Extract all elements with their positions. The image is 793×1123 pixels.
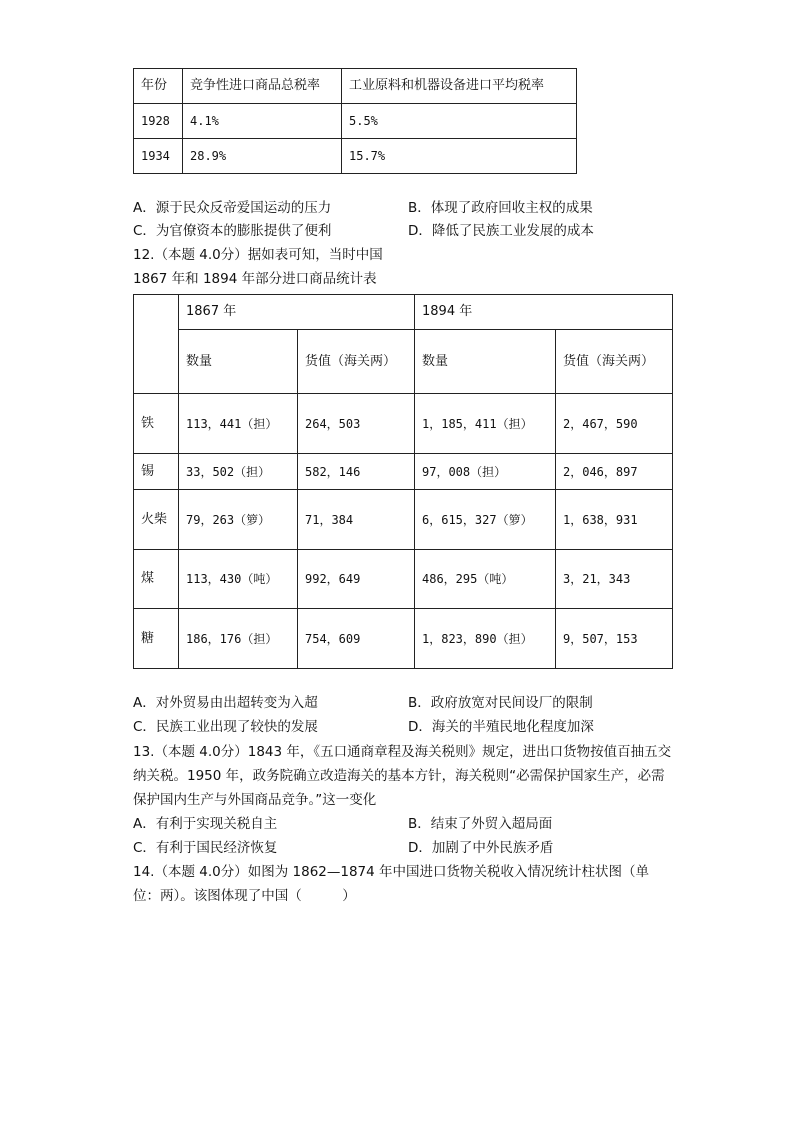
cell: 15.7% (342, 139, 577, 174)
cell: 1，185，411（担） (415, 394, 556, 454)
cell: 28.9% (183, 139, 342, 174)
table-row (134, 550, 673, 609)
header-cell: 年份 (134, 69, 183, 104)
header-cell: 竞争性进口商品总税率 (183, 69, 342, 104)
cell: 992，649 (298, 550, 415, 609)
q13-option-c: C．有利于国民经济恢复 (133, 840, 278, 856)
cell: 33，502（担） (179, 454, 298, 490)
item-cell: 糖 (134, 609, 179, 669)
cell: 113，441（担） (179, 394, 298, 454)
q12-table-title: 1867 年和 1894 年部分进口商品统计表 (133, 271, 377, 287)
cell: 582，146 (298, 454, 415, 490)
q11-option-a: A．源于民众反帝爱国运动的压力 (133, 200, 332, 216)
cell: 3，21，343 (556, 550, 673, 609)
table-row (134, 609, 673, 669)
cell: 5.5% (342, 104, 577, 139)
header-cell: 数量 (415, 330, 556, 394)
cell: 1934 (134, 139, 183, 174)
header-cell: 1894 年 (415, 295, 673, 330)
cell: 71，384 (298, 490, 415, 550)
table-row (134, 139, 577, 174)
header-cell: 工业原料和机器设备进口平均税率 (342, 69, 577, 104)
q12-option-d: D．海关的半殖民地化程度加深 (408, 719, 594, 735)
q12-option-c: C．民族工业出现了较快的发展 (133, 719, 318, 735)
cell: 264，503 (298, 394, 415, 454)
cell: 486，295（吨） (415, 550, 556, 609)
q11-option-c: C．为官僚资本的膨胀提供了便利 (133, 223, 332, 239)
q13-option-a: A．有利于实现关税自主 (133, 816, 278, 832)
item-cell: 铁 (134, 394, 179, 454)
header-cell: 货值（海关两） (556, 330, 673, 394)
item-cell: 煤 (134, 550, 179, 609)
cell: 1，823，890（担） (415, 609, 556, 669)
table-row (134, 104, 577, 139)
item-cell: 锡 (134, 454, 179, 490)
q13-option-d: D．加剧了中外民族矛盾 (408, 840, 554, 856)
tariff-rate-table (133, 68, 577, 174)
q11-option-b: B．体现了政府回收主权的成果 (408, 200, 593, 216)
q12-option-b: B．政府放宽对民间设厂的限制 (408, 695, 593, 711)
q14-stem: 14.（本题 4.0分）如图为 1862—1874 年中国进口货物关税收入情况统计柱状图（单位：两）。该图体现了中国（ ） (133, 864, 650, 904)
header-cell: 1867 年 (179, 295, 415, 330)
q11-option-d: D．降低了民族工业发展的成本 (408, 223, 594, 239)
table-header-row (134, 69, 577, 104)
q12-stem: 12.（本题 4.0分）据如表可知，当时中国 (133, 247, 383, 263)
q13-stem: 13.（本题 4.0分）1843 年，《五口通商章程及海关税则》规定，进出口货物按值百抽五交纳关税。1950 年，政务院确立改造海关的基本方针，海关税则“必需保护国家生产，必需保护国内生产与外国商品竞争。”这一变化 (133, 744, 672, 808)
table-row (134, 394, 673, 454)
cell: 754，609 (298, 609, 415, 669)
item-cell: 火柴 (134, 490, 179, 550)
cell: 4.1% (183, 104, 342, 139)
cell: 113，430（吨） (179, 550, 298, 609)
cell: 2，046，897 (556, 454, 673, 490)
q13-option-b: B．结束了外贸入超局面 (408, 816, 553, 832)
cell: 97，008（担） (415, 454, 556, 490)
table-subheader-row (134, 330, 673, 394)
header-cell: 数量 (179, 330, 298, 394)
cell: 2，467，590 (556, 394, 673, 454)
cell: 9，507，153 (556, 609, 673, 669)
cell: 79，263（箩） (179, 490, 298, 550)
table-row (134, 490, 673, 550)
cell: 186，176（担） (179, 609, 298, 669)
cell: 6，615，327（箩） (415, 490, 556, 550)
header-cell: 货值（海关两） (298, 330, 415, 394)
table-header-row (134, 295, 673, 330)
q12-option-a: A．对外贸易由出超转变为入超 (133, 695, 318, 711)
cell: 1，638，931 (556, 490, 673, 550)
cell: 1928 (134, 104, 183, 139)
header-cell-empty (134, 295, 179, 394)
table-row (134, 454, 673, 490)
import-goods-table (133, 294, 673, 669)
